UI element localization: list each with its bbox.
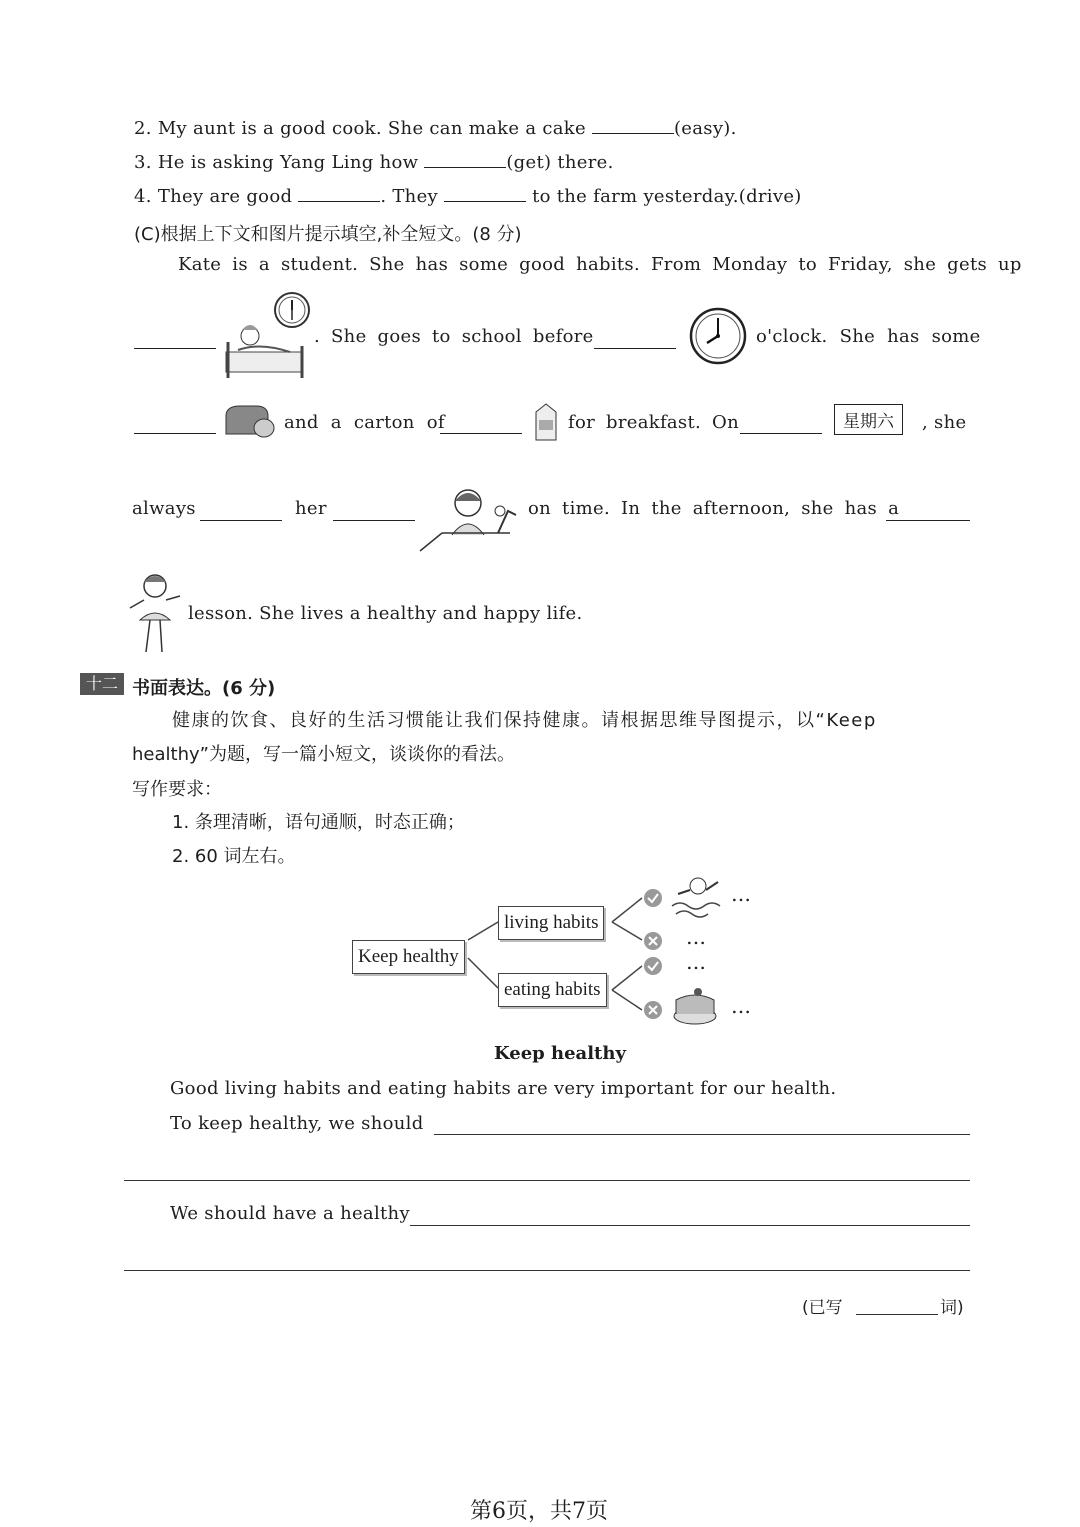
cross-icon [643, 1000, 663, 1020]
blank[interactable] [740, 432, 822, 434]
blank[interactable] [592, 132, 674, 134]
cross-icon [643, 931, 663, 951]
ellipsis: … [731, 994, 751, 1018]
mindmap-living-habits: living habits [498, 906, 604, 940]
ellipsis: … [686, 925, 706, 949]
check-icon [643, 956, 663, 976]
item-2: 2. My aunt is a good cook. She can make a cake (easy). [134, 118, 737, 139]
blank[interactable] [444, 200, 526, 202]
requirement-1: 1. 条理清晰，语句通顺，时态正确； [172, 812, 465, 833]
writing-line[interactable] [124, 1270, 970, 1271]
blank[interactable] [440, 432, 522, 434]
passage-line-2b: o'clock. She has some [756, 326, 981, 347]
saturday-box: 星期六 [834, 404, 903, 435]
ballet-dancer-picture [126, 568, 184, 658]
blank[interactable] [298, 200, 380, 202]
passage-line-3c: , she [922, 412, 967, 433]
blank[interactable] [134, 347, 216, 349]
word-count-label-start: (已写 [802, 1298, 843, 1318]
milk-carton-icon [532, 402, 560, 442]
clock-icon [688, 306, 748, 366]
ellipsis: … [686, 950, 706, 974]
passage-line-4c: on time. In the afternoon, she has a [528, 498, 900, 519]
mindmap-root: Keep healthy [352, 940, 465, 974]
check-icon [643, 888, 663, 908]
essay-sentence-2: To keep healthy, we should [170, 1113, 424, 1134]
wake-up-picture [220, 290, 312, 382]
requirement-2: 2. 60 词左右。 [172, 846, 296, 867]
passage-line-2a: . She goes to school before [314, 326, 594, 347]
requirements-label: 写作要求： [132, 779, 222, 800]
essay-title: Keep healthy [494, 1043, 626, 1064]
section-title: 书面表达。(6 分) [132, 678, 276, 699]
part-c-heading: (C)根据上下文和图片提示填空,补全短文。(8 分) [134, 224, 522, 245]
writing-line[interactable] [434, 1134, 970, 1135]
passage-line-4b: her [295, 498, 327, 519]
homework-picture [418, 485, 522, 555]
essay-sentence-3: We should have a healthy [170, 1203, 410, 1224]
writing-line[interactable] [124, 1180, 970, 1181]
blank[interactable] [886, 519, 970, 521]
intro-line-1: 健康的饮食、良好的生活习惯能让我们保持健康。请根据思维导图提示，以“Keep [172, 710, 877, 731]
writing-line[interactable] [410, 1225, 970, 1226]
passage-line-1: Kate is a student. She has some good habits. From Monday to Friday, she gets up [178, 254, 1022, 275]
passage-line-3a: and a carton of [284, 412, 445, 433]
essay-sentence-1: Good living habits and eating habits are very important for our health. [170, 1078, 837, 1099]
passage-line-5: lesson. She lives a healthy and happy life. [188, 603, 583, 624]
bread-icon [222, 404, 276, 440]
section-number-badge: 十二 [80, 673, 124, 695]
blank[interactable] [333, 519, 415, 521]
passage-line-4a: always [132, 498, 196, 519]
swimming-picture [670, 872, 724, 918]
mindmap-eating-habits: eating habits [498, 973, 607, 1007]
blank[interactable] [424, 166, 506, 168]
item-4: 4. They are good . They to the farm yesterday.(drive) [134, 186, 802, 207]
word-count-blank[interactable] [856, 1314, 938, 1315]
word-count-label-end: 词) [940, 1298, 964, 1318]
cake-picture [672, 984, 718, 1026]
intro-line-2: healthy”为题，写一篇小短文，谈谈你的看法。 [132, 744, 515, 765]
blank[interactable] [594, 347, 676, 349]
ellipsis: … [731, 882, 751, 906]
passage-line-3b: for breakfast. On [568, 412, 740, 433]
item-3: 3. He is asking Yang Ling how (get) there. [134, 152, 614, 173]
blank[interactable] [134, 432, 216, 434]
page-footer: 第6页，共7页 [470, 1499, 608, 1524]
blank[interactable] [200, 519, 282, 521]
